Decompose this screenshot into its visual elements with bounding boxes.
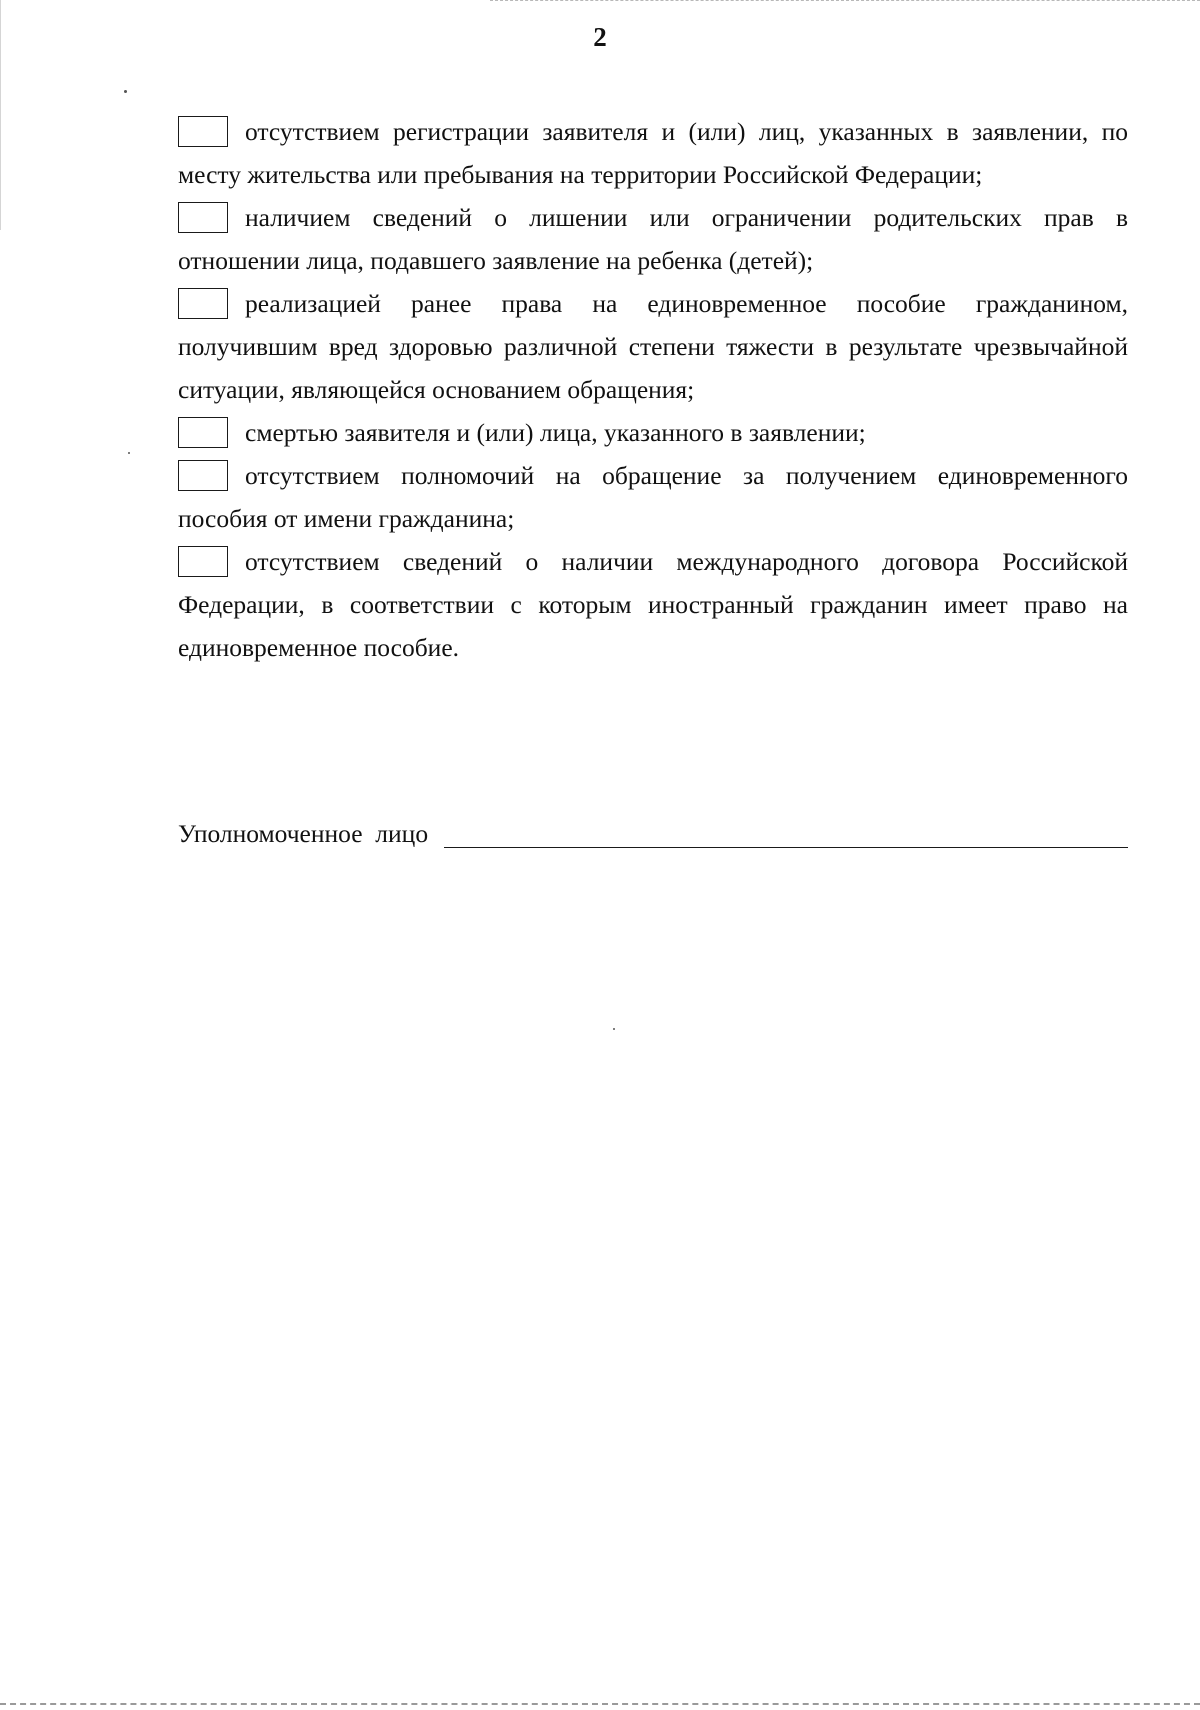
scan-speck [124,90,127,93]
scan-speck [128,452,130,454]
page-number: 2 [593,22,607,52]
reason-text: отсутствием регистрации заявителя и (или) лиц, указанных в заявлении, по месту жительства или пребывания на территории Российской Федерации; [178,117,1128,189]
reason-checkbox[interactable] [178,288,228,319]
reason-item [178,110,1128,196]
reason-text: смертью заявителя и (или) лица, указанного в заявлении; [245,418,866,447]
scan-edge-bottom [0,1703,1200,1705]
refusal-reasons-list [178,110,1128,669]
signature-line[interactable] [444,846,1128,848]
reason-checkbox[interactable] [178,417,228,448]
reason-checkbox[interactable] [178,460,228,491]
scan-speck [613,1028,615,1030]
reason-checkbox[interactable] [178,546,228,577]
scan-edge-top [490,0,1200,1]
reason-item [178,540,1128,669]
reason-item [178,454,1128,540]
reason-text: отсутствием полномочий на обращение за получением единовременного пособия от имени гражданина; [178,461,1128,533]
signature-block [178,812,1128,855]
reason-checkbox[interactable] [178,116,228,147]
reason-text: наличием сведений о лишении или ограничении родительских прав в отношении лица, подавшего заявление на ребенка (детей); [178,203,1128,275]
reason-text: отсутствием сведений о наличии международного договора Российской Федерации, в соответствии с которым иностранный гражданин имеет право на единовременное пособие. [178,547,1128,662]
reason-item [178,411,1128,454]
signature-label: Уполномоченное лицо [178,819,429,848]
reason-item [178,282,1128,411]
reason-text: реализацией ранее права на единовременное пособие гражданином, получившим вред здоровью различной степени тяжести в результате чрезвычайной ситуации, являющейся основанием обращения; [178,289,1128,404]
reason-item [178,196,1128,282]
reason-checkbox[interactable] [178,202,228,233]
